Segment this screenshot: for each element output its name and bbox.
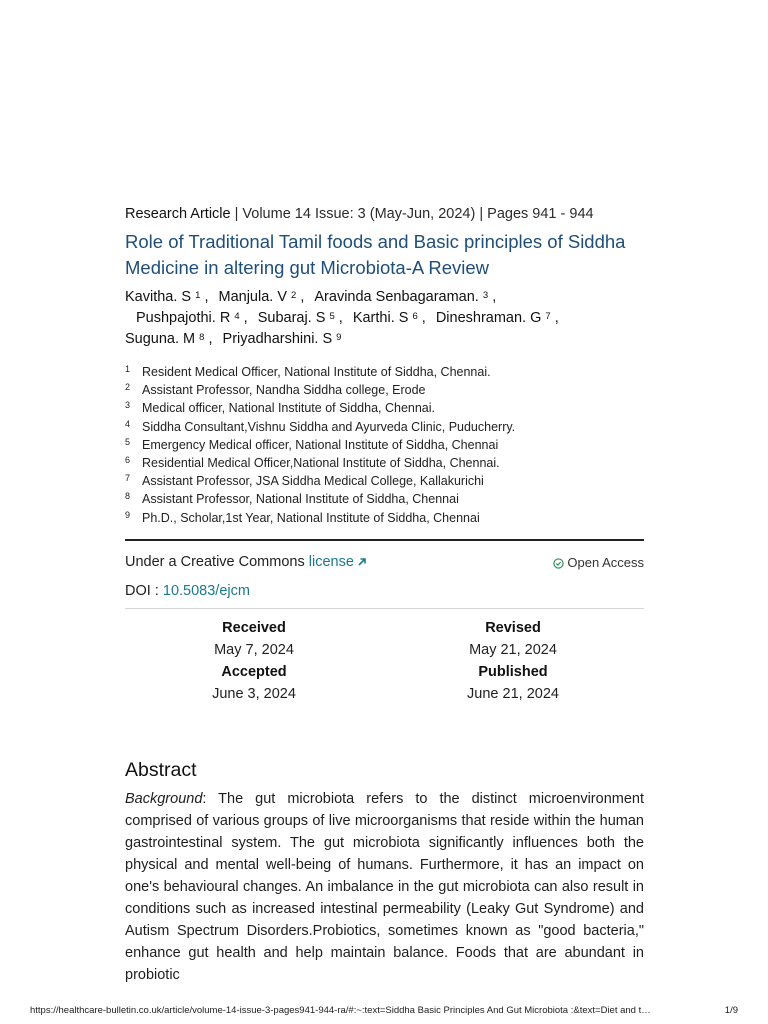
license-row [125, 554, 644, 574]
article-content [125, 205, 644, 986]
affiliation-item: 7 Assistant Professor, JSA Siddha Medical College, Kallakurichi [125, 473, 484, 489]
published-date: June 21, 2024 [467, 685, 559, 702]
divider [125, 608, 644, 609]
accepted-date: June 3, 2024 [212, 685, 296, 702]
doi-link[interactable]: 10.5083/ejcm [162, 582, 250, 599]
abstract-background-text: : The gut microbiota refers to the distinct microenvironment comprised of various groups of live microorganisms that reside within the human gastrointestinal system. The gut microbiota significantly influences both the physical and mental well-being of humans. Furthermore, it has an impact on one's behavioural changes. An imbalance in the gut microbiota can also result in conditions such as increased intestinal permeability (Leaky Gut Syndrome) and Autism Spectrum Disorders.Probiotics, sometimes known as "good bacteria," enhance gut health and help maintain balance. Foods that are abundant in probiotic [125, 790, 644, 983]
doi-label: DOI : [125, 582, 163, 599]
published-label: Published [478, 663, 548, 680]
doi-row [125, 583, 644, 599]
author-name: Manjula. V $^2$ , [218, 289, 305, 305]
revised-label: Revised [485, 619, 541, 636]
affiliation-item: 5 Emergency Medical officer, National Institute of Siddha, Chennai [125, 436, 499, 452]
page-number: 1/9 [724, 1005, 738, 1016]
author-name: Karthi. S $^6$ , [352, 310, 426, 326]
open-access-label: Open Access [567, 554, 644, 570]
check-circle-icon [553, 558, 564, 569]
abstract-text [125, 788, 644, 986]
author-name: Aravinda Senbagaraman. $^3$ , [314, 289, 497, 305]
author-name: Suguna. M $^8$ , [125, 331, 213, 347]
author-name: Pushpajothi. R $^4$ , [136, 310, 248, 326]
dates-left-column [164, 617, 344, 705]
print-url: https://healthcare-bulletin.co.uk/article/volume-14-issue-3-pages941-944-ra/#:~:text=Siddha Basic Principles And Gut Microbiota :&text=Diet and t… [30, 1005, 651, 1016]
affiliation-item: 8 Assistant Professor, National Institute of Siddha, Chennai [125, 491, 459, 507]
dates-right-column [423, 617, 603, 705]
abstract-heading: Abstract [125, 758, 197, 781]
license-text [125, 554, 368, 570]
article-meta [125, 205, 644, 223]
affiliation-item: 1 Resident Medical Officer, National Institute of Siddha, Chennai. [125, 364, 491, 379]
affiliation-item: 6 Residential Medical Officer,National Institute of Siddha, Chennai. [125, 455, 500, 471]
abstract-background-label: Background [125, 790, 203, 807]
affiliation-item: 4 Siddha Consultant,Vishnu Siddha and Ayurveda Clinic, Puducherry. [125, 418, 516, 434]
divider [125, 539, 644, 541]
license-link-label: license [308, 553, 354, 570]
revised-date: May 21, 2024 [469, 641, 557, 658]
article-type: Research Article [125, 206, 231, 222]
article-title: Role of Traditional Tamil foods and Basic principles of Siddha Medicine in altering gut Microbiota-A Review [125, 231, 626, 278]
dates-block [125, 617, 644, 717]
received-label: Received [222, 619, 286, 636]
accepted-label: Accepted [221, 663, 287, 680]
external-link-icon [356, 556, 368, 568]
license-prefix: Under a Creative Commons [125, 553, 309, 570]
author-name: Subaraj. S $^5$ , [257, 310, 343, 326]
article-volume-info: | Volume 14 Issue: 3 (May-Jun, 2024) | Pages 941 - 944 [230, 206, 594, 222]
author-name: Kavitha. S $^1$ , [125, 289, 209, 305]
author-row [125, 308, 644, 329]
author-row [125, 287, 644, 308]
license-link[interactable] [309, 554, 368, 570]
affiliation-list [125, 363, 644, 527]
received-date: May 7, 2024 [214, 641, 294, 658]
affiliation-item: 9 Ph.D., Scholar,1st Year, National Institute of Siddha, Chennai [125, 509, 480, 525]
open-access-badge [553, 555, 644, 570]
affiliation-item: 3 Medical officer, National Institute of Siddha, Chennai. [125, 400, 435, 416]
author-list [125, 287, 644, 350]
author-name: Priyadharshini. S $^9$ [222, 331, 342, 347]
affiliation-item: 2 Assistant Professor, Nandha Siddha college, Erode [125, 382, 426, 398]
author-name: Dineshraman. G $^7$ , [435, 310, 559, 326]
author-row [125, 329, 644, 350]
